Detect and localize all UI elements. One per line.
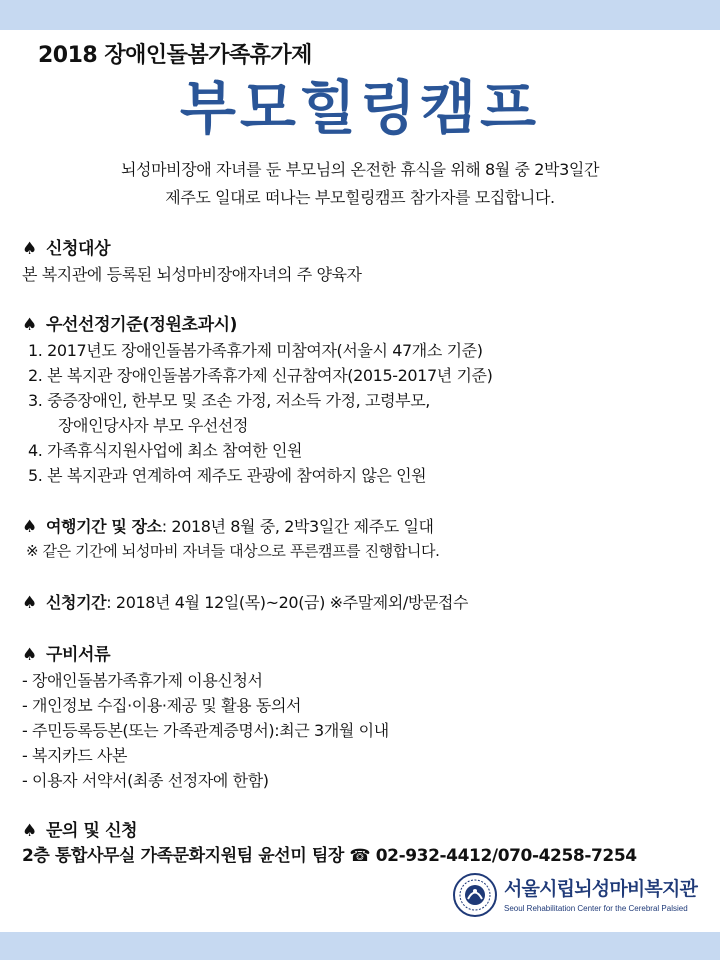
document-item: - 개인정보 수집·이용·제공 및 활용 동의서 [22,696,302,715]
bottom-color-band [0,932,720,960]
spade-icon: ♠ [22,517,37,537]
document-item: - 장애인돌봄가족휴가제 이용신청서 [22,671,263,690]
spade-icon: ♠ [22,239,37,259]
section-priority [22,312,492,488]
section-heading [22,818,637,844]
priority-item: 장애인당사자 부모 우선선정 [58,416,249,435]
inquiry-contact: 2층 통합사무실 가족문화지원팀 윤선미 팀장 ☎ 02-932-4412/070-4258-7254 [22,846,637,866]
heading-text: 문의 및 신청 [46,821,138,841]
priority-item: 5. 본 복지관과 연계하여 제주도 관광에 참여하지 않은 인원 [28,466,427,485]
apply-period-line [22,590,468,615]
section-heading [22,312,492,338]
main-title: 부모힐링캠프 [179,74,541,142]
heading-text: 여행기간 및 장소 [46,517,162,536]
event-subtitle: 2018 장애인돌봄가족휴가제 [38,43,312,68]
spade-icon: ♠ [22,645,37,665]
apply-period-text: : 2018년 4월 12일(목)~20(금) ※주말제외/방문접수 [106,593,469,612]
top-color-band [0,0,720,30]
target-text: 본 복지관에 등록된 뇌성마비장애자녀의 주 양육자 [22,265,362,284]
travel-note: ※ 같은 기간에 뇌성마비 자녀들 대상으로 푸른캠프를 진행합니다. [26,542,440,560]
priority-item: 4. 가족휴식지원사업에 최소 참여한 인원 [28,441,303,460]
spade-icon: ♠ [22,315,37,335]
spade-icon: ♠ [22,821,37,841]
spade-icon: ♠ [22,593,37,613]
center-emblem-icon [452,872,498,918]
section-target [22,236,362,287]
document-item: - 주민등록등본(또는 가족관계증명서):최근 3개월 이내 [22,721,389,740]
priority-item: 2. 본 복지관 장애인돌봄가족휴가제 신규참여자(2015-2017년 기준) [28,366,493,385]
center-logo [452,870,714,924]
document-item: - 이용자 서약서(최종 선정자에 한함) [22,771,269,790]
heading-text: 우선선정기준(정원초과시) [46,315,237,335]
heading-text: 신청기간 [46,593,107,612]
travel-line [22,514,439,539]
travel-text: : 2018년 8월 중, 2박3일간 제주도 일대 [161,517,434,536]
section-inquiry [22,818,637,869]
section-documents [22,642,389,793]
heading-text: 구비서류 [46,645,111,665]
section-travel [22,514,439,564]
intro-text [0,156,720,212]
heading-text: 신청대상 [46,239,111,259]
section-apply-period [22,590,468,615]
section-heading [22,642,389,668]
intro-line: 제주도 일대로 떠나는 부모힐링캠프 참가자를 모집합니다. [165,188,555,207]
section-heading [22,236,362,262]
document-item: - 복지카드 사본 [22,746,128,765]
priority-item: 1. 2017년도 장애인돌봄가족휴가제 미참여자(서울시 47개소 기준) [28,341,483,360]
intro-line: 뇌성마비장애 자녀를 둔 부모님의 온전한 휴식을 위해 8월 중 2박3일간 [120,160,600,179]
center-name-english: Seoul Rehabilitation Center for the Cerebral Palsied [504,904,688,913]
priority-item: 3. 중증장애인, 한부모 및 조손 가정, 저소득 가정, 고령부모, [28,391,430,410]
center-name: 서울시립뇌성마비복지관 [504,878,698,900]
